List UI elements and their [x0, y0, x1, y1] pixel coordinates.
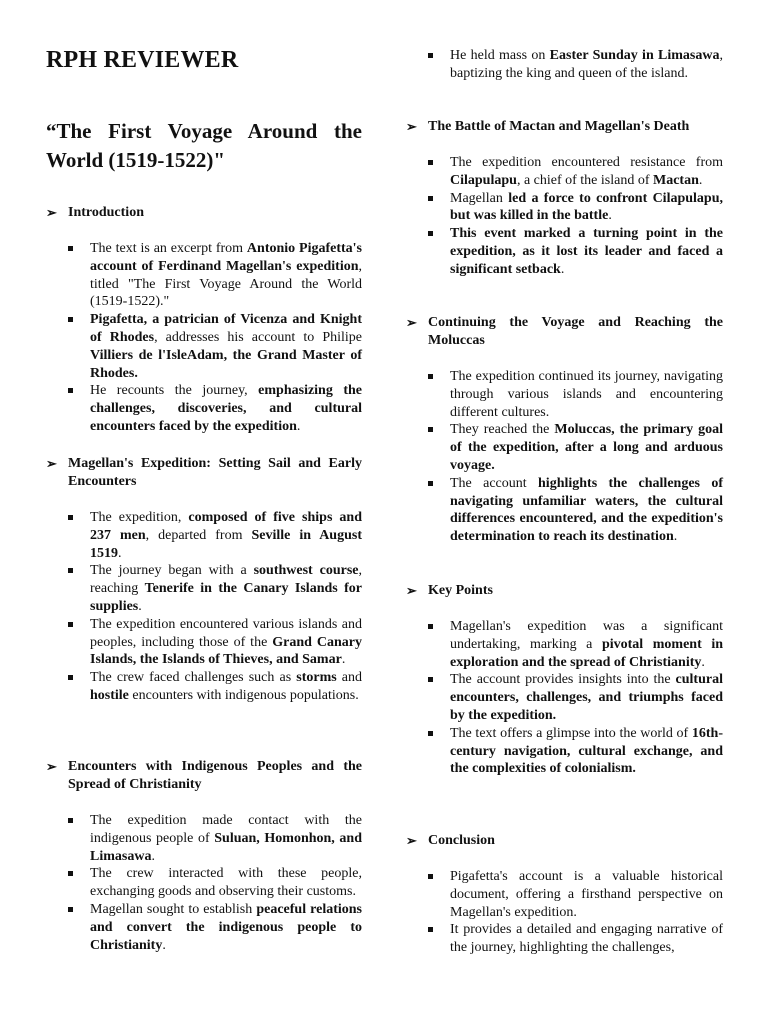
- bold-text: hostile: [90, 687, 129, 703]
- bullet-item: [68, 669, 362, 705]
- bullet-item: [68, 509, 362, 562]
- bullet-item: [68, 562, 362, 615]
- bold-text: led a force to confront Cilapulapu, but was killed in the battle: [450, 190, 723, 224]
- bullet-item: [68, 616, 362, 669]
- body-text: The account provides insights into the: [450, 672, 676, 688]
- bullet-item: [68, 812, 362, 865]
- section-title: Conclusion: [428, 833, 495, 848]
- square-bullet-icon: [68, 388, 73, 393]
- body-text: The expedition made contact with the indigenous people of: [90, 813, 362, 846]
- body-text: .: [341, 652, 346, 668]
- body-text: , addresses his account to Philipe: [154, 329, 362, 345]
- body-text: .: [701, 654, 705, 670]
- body-text: .: [138, 598, 142, 614]
- section-title: Magellan's Expedition: Setting Sail and Early Encounters: [68, 456, 362, 489]
- bold-text: peaceful relations and convert the indigenous people to Christianity: [90, 901, 363, 953]
- body-text: , titled "The First Voyage Around the World (1519-1522).": [90, 258, 362, 310]
- body-text: .: [151, 848, 155, 864]
- body-text: .: [698, 172, 703, 188]
- body-text: It provides a detailed and engaging narrative of the journey, highlighting the challenges,: [450, 922, 723, 956]
- bullet-item: [68, 901, 362, 954]
- square-bullet-icon: [68, 515, 73, 520]
- square-bullet-icon: [68, 622, 73, 627]
- bullet-item: [428, 225, 723, 278]
- body-text: The expedition encountered resistance from: [450, 155, 723, 170]
- bullet-item: [68, 865, 362, 901]
- square-bullet-icon: [68, 317, 73, 322]
- arrow-bullet-icon: ➢: [406, 583, 417, 598]
- square-bullet-icon: [68, 675, 73, 680]
- bullet-list: [406, 868, 723, 957]
- body-text: The expedition encountered various islands and peoples, including those of the: [90, 616, 362, 650]
- body-text: .: [673, 529, 678, 545]
- bold-text: Pigafetta, a patrician of Vicenza and Knight of Rhodes: [90, 312, 362, 345]
- bold-text: Grand Canary Islands, the Islands of Thieves, and Samar: [90, 634, 362, 668]
- square-bullet-icon: [428, 677, 433, 682]
- bullet-list: [46, 812, 362, 954]
- bullet-item: [428, 618, 723, 671]
- square-bullet-icon: [68, 907, 73, 912]
- bullet-item: [428, 921, 723, 957]
- section-heading: [46, 455, 362, 491]
- section-key-points: [406, 582, 723, 778]
- bold-text: Mactan: [653, 172, 699, 188]
- bold-text: Tenerife in the Canary Islands for supplies: [90, 581, 362, 614]
- bullet-item: [428, 868, 723, 921]
- bold-text: highlights the challenges of navigating unfamiliar waters, the cultural differences encountered, and the expedition's determination to reach its destination: [450, 475, 723, 545]
- bullet-item: [428, 671, 723, 724]
- continued-list: [406, 47, 723, 83]
- square-bullet-icon: [428, 427, 433, 432]
- body-text: .: [608, 208, 612, 224]
- bullet-item: [428, 154, 723, 190]
- section-heading: [406, 118, 723, 136]
- bold-text: Cilapulapu: [450, 172, 517, 188]
- bullet-list: [406, 154, 723, 279]
- body-text: .: [162, 937, 166, 953]
- bullet-list: [406, 368, 723, 546]
- square-bullet-icon: [428, 624, 433, 629]
- square-bullet-icon: [428, 160, 433, 165]
- bullet-item: [428, 47, 723, 83]
- bold-text: southwest course: [253, 563, 359, 579]
- arrow-bullet-icon: ➢: [406, 315, 417, 330]
- bullet-list: [406, 47, 723, 83]
- bullet-item: [428, 475, 723, 546]
- bold-text: emphasizing the challenges, discoveries, and cultural encounters faced by the expedition: [90, 383, 362, 434]
- bullet-item: [428, 725, 723, 778]
- bold-text: composed of five ships and 237 men: [90, 510, 362, 543]
- section-title: Key Points: [428, 583, 493, 598]
- body-text: Magellan's expedition was a significant undertaking, marking a: [450, 619, 723, 652]
- square-bullet-icon: [68, 871, 73, 876]
- bullet-item: [428, 190, 723, 226]
- square-bullet-icon: [68, 568, 73, 573]
- square-bullet-icon: [428, 731, 433, 736]
- bullet-item: [68, 382, 362, 435]
- bullet-item: [428, 421, 723, 474]
- section-heading: [46, 758, 362, 794]
- bullet-item: [68, 311, 362, 382]
- square-bullet-icon: [428, 874, 433, 879]
- body-text: Pigafetta's account is a valuable historical document, offering a firsthand perspective on Magellan's expedition.: [450, 869, 723, 920]
- arrow-bullet-icon: ➢: [406, 119, 417, 134]
- bullet-item: [68, 240, 362, 311]
- bold-text: Suluan, Homonhon, and Limasawa: [90, 830, 362, 864]
- body-text: encounters with indigenous populations.: [128, 687, 359, 703]
- arrow-bullet-icon: ➢: [46, 456, 57, 471]
- body-text: , departed from: [145, 527, 252, 543]
- bold-text: Seville in August 1519: [90, 527, 362, 561]
- square-bullet-icon: [428, 231, 433, 236]
- document-title: RPH REVIEWER: [46, 47, 239, 73]
- bold-text: Villiers de l'IsleAdam, the Grand Master of Rhodes.: [90, 347, 362, 381]
- section-setting-sail: [46, 455, 362, 705]
- arrow-bullet-icon: ➢: [46, 759, 57, 774]
- body-text: They reached the: [450, 422, 555, 438]
- section-battle-of-mactan: [406, 118, 723, 279]
- body-text: and: [336, 670, 362, 686]
- section-title: The Battle of Mactan and Magellan's Death: [428, 119, 690, 134]
- body-text: The account: [450, 475, 539, 491]
- body-text: The text offers a glimpse into the world of: [450, 725, 692, 741]
- bold-text: Moluccas, the primary goal of the expedition, after a long and arduous voyage.: [450, 422, 723, 473]
- square-bullet-icon: [428, 196, 433, 201]
- bold-text: Antonio Pigafetta's account of Ferdinand Magellan's expedition: [90, 241, 363, 274]
- body-text: The expedition continued its journey, navigating through various islands and encountering different cultures.: [450, 369, 723, 420]
- body-text: The journey began with a: [90, 563, 254, 579]
- arrow-bullet-icon: ➢: [46, 205, 57, 220]
- body-text: , baptizing the king and queen of the island.: [450, 48, 723, 81]
- main-heading: “The First Voyage Around the World (1519-1522)": [46, 119, 362, 172]
- square-bullet-icon: [428, 374, 433, 379]
- body-text: , reaching: [90, 563, 362, 597]
- arrow-bullet-icon: ➢: [406, 833, 417, 848]
- section-moluccas: [406, 314, 723, 546]
- body-text: .: [118, 545, 122, 561]
- body-text: He recounts the journey,: [90, 383, 259, 399]
- section-indigenous-peoples: [46, 758, 362, 954]
- bold-text: 16th-century navigation, cultural exchange, and the complexities of colonialism.: [450, 725, 723, 777]
- square-bullet-icon: [428, 927, 433, 932]
- body-text: Magellan sought to establish: [90, 901, 257, 917]
- body-text: .: [296, 418, 301, 434]
- bold-text: This event marked a turning point in the expedition, as it lost its leader and faced a significant setback: [450, 226, 723, 277]
- body-text: , a chief of the island of: [516, 172, 653, 188]
- body-text: The expedition,: [90, 510, 189, 525]
- square-bullet-icon: [428, 481, 433, 486]
- bold-text: storms: [296, 670, 337, 686]
- bold-text: pivotal moment in exploration and the spread of Christianity: [450, 636, 724, 670]
- body-text: The text is an excerpt from: [90, 241, 247, 256]
- square-bullet-icon: [428, 53, 433, 58]
- section-heading: [406, 832, 723, 850]
- section-title: Introduction: [68, 205, 144, 220]
- section-title: Encounters with Indigenous Peoples and the Spread of Christianity: [68, 759, 362, 792]
- section-heading: [406, 314, 723, 350]
- bullet-list: [406, 618, 723, 778]
- bold-text: Easter Sunday in Limasawa: [549, 48, 720, 63]
- body-text: The crew faced challenges such as: [90, 670, 297, 686]
- section-heading: [406, 582, 723, 600]
- bullet-item: [428, 368, 723, 421]
- bullet-list: [46, 240, 362, 436]
- bold-text: cultural encounters, challenges, and triumphs faced by the expedition.: [450, 672, 723, 723]
- square-bullet-icon: [68, 818, 73, 823]
- section-conclusion: [406, 832, 723, 957]
- section-title: Continuing the Voyage and Reaching the Moluccas: [428, 315, 723, 348]
- square-bullet-icon: [68, 246, 73, 251]
- body-text: He held mass on: [450, 48, 550, 63]
- body-text: The crew interacted with these people, exchanging goods and observing their customs.: [90, 866, 362, 900]
- bullet-list: [46, 509, 362, 705]
- section-introduction: [46, 204, 362, 436]
- section-heading: [46, 204, 362, 222]
- body-text: Magellan: [450, 190, 509, 206]
- body-text: .: [560, 261, 565, 277]
